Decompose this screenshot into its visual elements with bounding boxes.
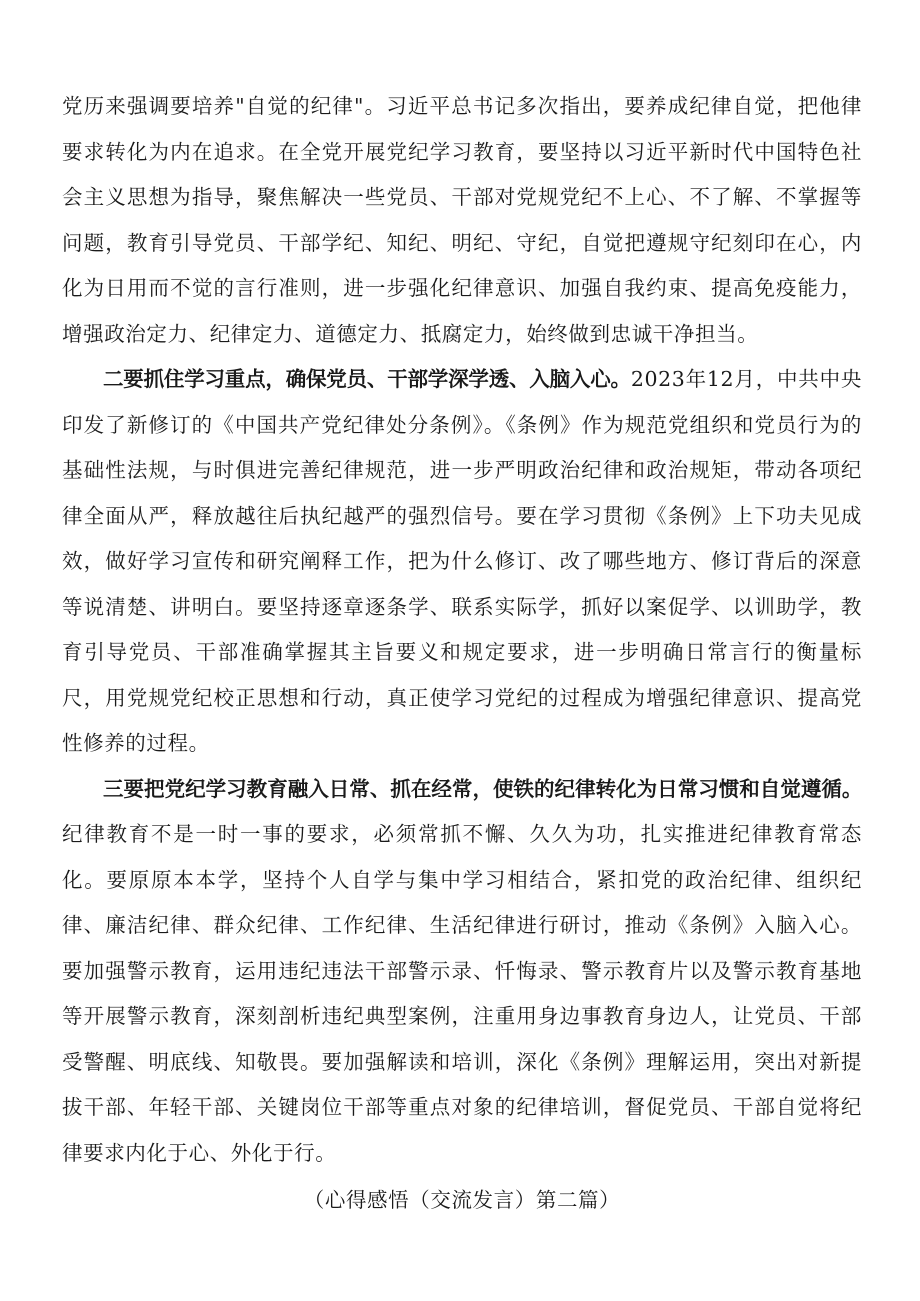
paragraph-1-text: 党历来强调要培养"自觉的纪律"。习近平总书记多次指出，要养成纪律自觉，把他律要求转化为内在追求。在全党开展党纪学习教育，要坚持以习近平新时代中国特色社会主义思想为指导，聚焦解决一些党员、干部对党规党纪不上心、不了解、不掌握等问题，教育引导党员、干部学纪、知纪、明纪、守纪，自觉把遵规守纪刻印在心，内化为日用而不觉的言行准则，进一步强化纪律意识、加强自我约束、提高免疫能力，增强政治定力、纪律定力、道德定力、抵腐定力，始终做到忠诚干净担当。 [62,94,862,346]
paragraph-2 [62,357,862,767]
paragraph-3 [62,767,862,1177]
section-title: （心得感悟（交流发言）第二篇） [303,1188,621,1212]
paragraph-2-text: 2023年12月，中共中央印发了新修订的《中国共产党纪律处分条例》。《条例》作为规范党组织和党员行为的基础性法规，与时俱进完善纪律规范，进一步严明政治纪律和政治规矩，带动各项纪律全面从严，释放越往后执纪越严的强烈信号。要在学习贯彻《条例》上下功夫见成效，做好学习宣传和研究阐释工作，把为什么修订、改了哪些地方、修订背后的深意等说清楚、讲明白。要坚持逐章逐条学、联系实际学，抓好以案促学、以训助学，教育引导党员、干部准确掌握其主旨要义和规定要求，进一步明确日常言行的衡量标尺，用党规党纪校正思想和行动，真正使学习党纪的过程成为增强纪律意识、提高党性修养的过程。 [62,367,862,755]
paragraph-3-lead: 三要把党纪学习教育融入日常、抓在经常，使铁的纪律转化为日常习惯和自觉遵循。 [103,776,862,801]
paragraph-2-lead: 二要抓住学习重点，确保党员、干部学深学透、入脑入心。 [103,367,631,391]
paragraph-3-text: 纪律教育不是一时一事的要求，必须常抓不懈、久久为功，扎实推进纪律教育常态化。要原原本本学，坚持个人自学与集中学习相结合，紧扣党的政治纪律、组织纪律、廉洁纪律、群众纪律、工作纪律、生活纪律进行研讨，推动《条例》入脑入心。要加强警示教育，运用违纪违法干部警示录、忏悔录、警示教育片以及警示教育基地等开展警示教育，深刻剖析违纪典型案例，注重用身边事教育身边人，让党员、干部受警醒、明底线、知敬畏。要加强解读和培训，深化《条例》理解运用，突出对新提拔干部、年轻干部、关键岗位干部等重点对象的纪律培训，督促党员、干部自觉将纪律要求内化于心、外化于行。 [62,822,862,1165]
document-page [62,84,862,1224]
paragraph-1 [62,84,862,357]
